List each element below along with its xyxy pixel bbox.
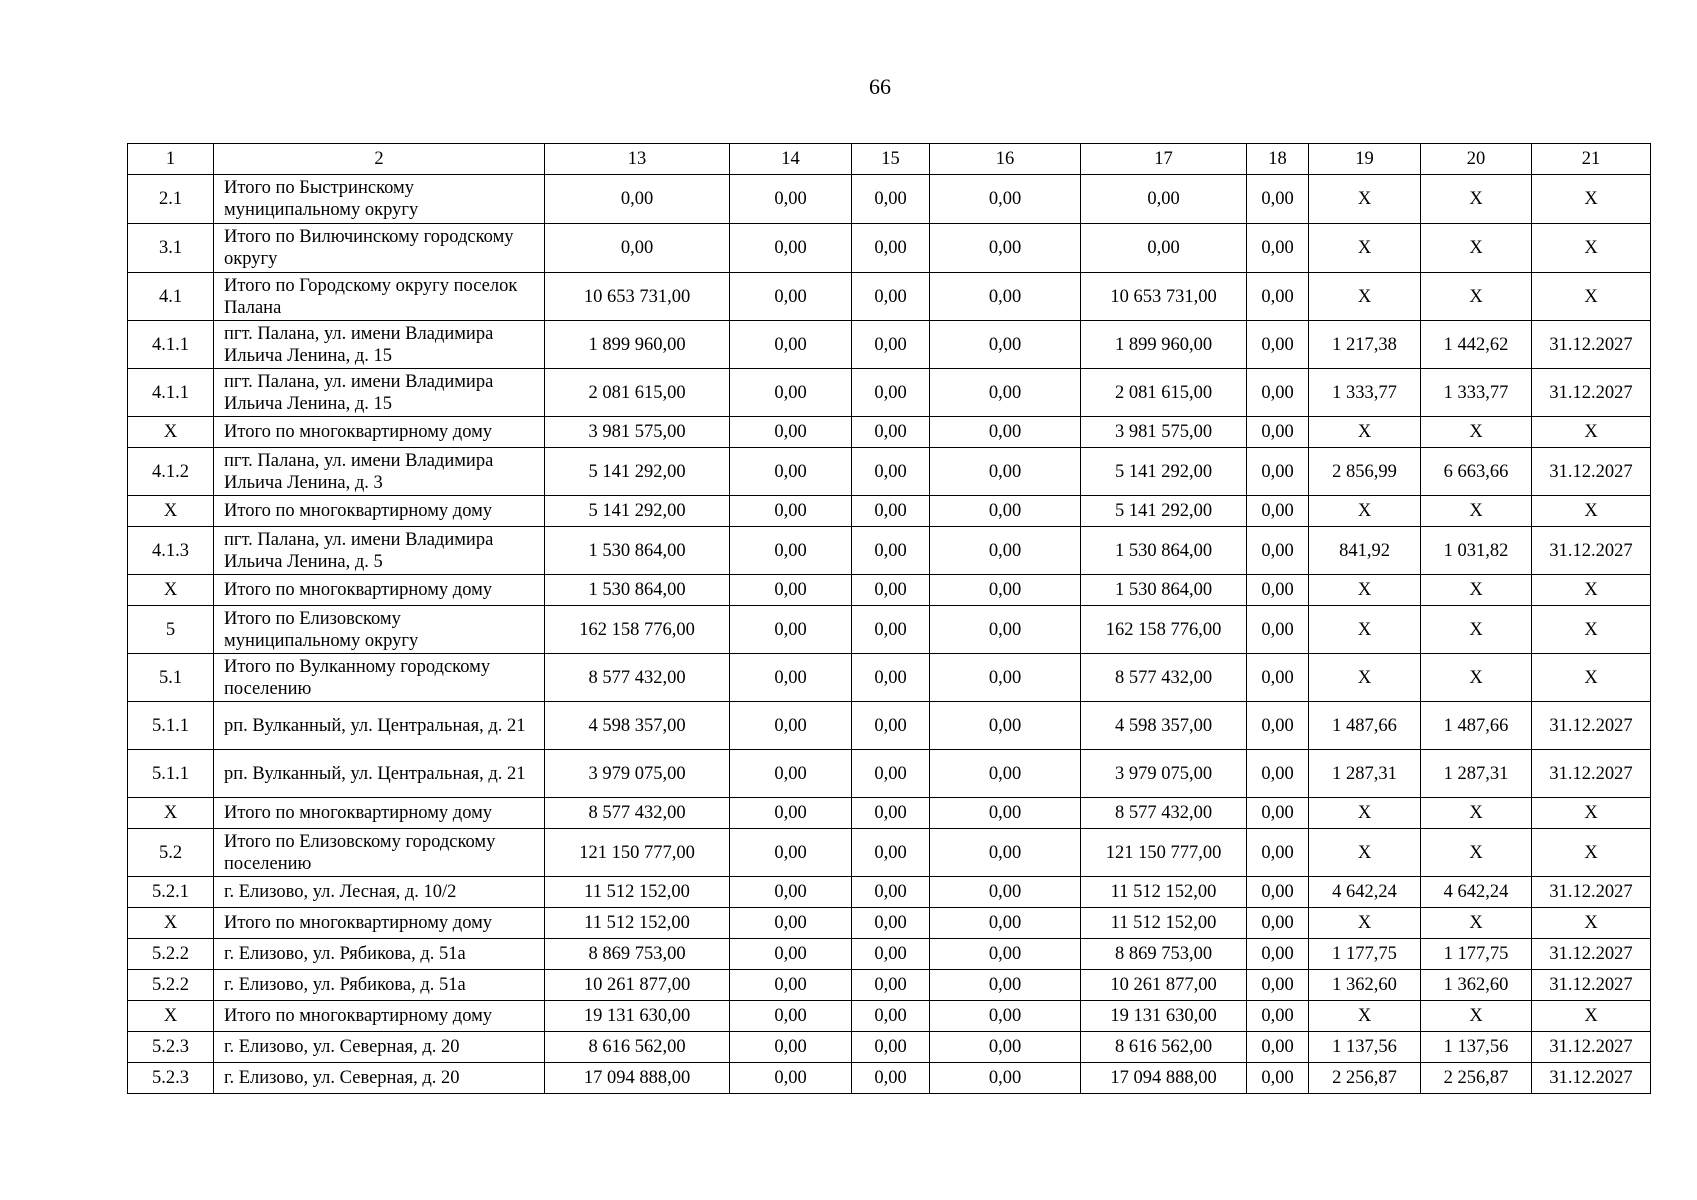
table-row [128, 877, 1651, 908]
value-cell: X [1421, 606, 1532, 654]
value-cell: 0,00 [930, 496, 1081, 527]
value-cell: X [1309, 798, 1421, 829]
value-cell: 0,00 [852, 702, 930, 750]
value-cell: 0,00 [852, 273, 930, 321]
row-number-cell: X [128, 1001, 214, 1032]
table-row [128, 496, 1651, 527]
address-cell: рп. Вулканный, ул. Центральная, д. 21 [214, 750, 545, 798]
value-cell: 0,00 [1081, 175, 1247, 224]
value-cell: X [1532, 417, 1651, 448]
value-cell: 0,00 [730, 908, 852, 939]
table-row [128, 970, 1651, 1001]
value-cell: X [1309, 654, 1421, 702]
value-cell: 0,00 [730, 1001, 852, 1032]
table-row [128, 798, 1651, 829]
value-cell: 0,00 [730, 448, 852, 496]
value-cell: 0,00 [1247, 448, 1309, 496]
value-cell: 4 642,24 [1421, 877, 1532, 908]
row-number-cell: 5.2.1 [128, 877, 214, 908]
value-cell: 0,00 [930, 829, 1081, 877]
address-cell: Итого по Елизовскому муниципальному округу [214, 606, 545, 654]
value-cell: 0,00 [930, 321, 1081, 369]
value-cell: 0,00 [852, 877, 930, 908]
value-cell: 19 131 630,00 [1081, 1001, 1247, 1032]
value-cell: X [1421, 1001, 1532, 1032]
value-cell: 6 663,66 [1421, 448, 1532, 496]
value-cell: 0,00 [1247, 939, 1309, 970]
value-cell: 1 530 864,00 [545, 527, 730, 575]
value-cell: 0,00 [852, 1032, 930, 1063]
table-row [128, 224, 1651, 273]
value-cell: 0,00 [730, 877, 852, 908]
value-cell: 0,00 [852, 321, 930, 369]
value-cell: X [1421, 654, 1532, 702]
table-row [128, 273, 1651, 321]
value-cell: 0,00 [730, 939, 852, 970]
table-row [128, 908, 1651, 939]
value-cell: 2 256,87 [1421, 1063, 1532, 1094]
value-cell: 2 081 615,00 [1081, 369, 1247, 417]
column-header: 15 [852, 144, 930, 175]
address-cell: пгт. Палана, ул. имени Владимира Ильича Ленина, д. 15 [214, 321, 545, 369]
value-cell: 0,00 [852, 908, 930, 939]
value-cell: X [1309, 496, 1421, 527]
value-cell: 162 158 776,00 [545, 606, 730, 654]
value-cell: 1 287,31 [1421, 750, 1532, 798]
value-cell: 0,00 [930, 877, 1081, 908]
address-cell: Итого по многоквартирному дому [214, 1001, 545, 1032]
address-cell: Итого по многоквартирному дому [214, 908, 545, 939]
value-cell: 8 577 432,00 [545, 798, 730, 829]
value-cell: 0,00 [730, 606, 852, 654]
value-cell: 0,00 [545, 175, 730, 224]
table-row [128, 417, 1651, 448]
value-cell: 0,00 [1081, 224, 1247, 273]
address-cell: пгт. Палана, ул. имени Владимира Ильича Ленина, д. 3 [214, 448, 545, 496]
row-number-cell: 3.1 [128, 224, 214, 273]
value-cell: 3 979 075,00 [545, 750, 730, 798]
value-cell: X [1532, 829, 1651, 877]
row-number-cell: 5.2.3 [128, 1063, 214, 1094]
table-row [128, 654, 1651, 702]
value-cell: X [1309, 1001, 1421, 1032]
value-cell: 0,00 [1247, 877, 1309, 908]
value-cell: 0,00 [545, 224, 730, 273]
value-cell: 0,00 [730, 527, 852, 575]
value-cell: 2 256,87 [1309, 1063, 1421, 1094]
row-number-cell: 4.1 [128, 273, 214, 321]
value-cell: 0,00 [930, 273, 1081, 321]
value-cell: 1 137,56 [1421, 1032, 1532, 1063]
value-cell: 0,00 [852, 417, 930, 448]
value-cell: 1 177,75 [1309, 939, 1421, 970]
value-cell: 31.12.2027 [1532, 369, 1651, 417]
value-cell: 0,00 [1247, 654, 1309, 702]
address-cell: Итого по многоквартирному дому [214, 417, 545, 448]
table-row [128, 448, 1651, 496]
value-cell: X [1421, 575, 1532, 606]
value-cell: 0,00 [852, 1063, 930, 1094]
value-cell: X [1421, 175, 1532, 224]
data-table [127, 143, 1651, 1094]
value-cell: 1 287,31 [1309, 750, 1421, 798]
row-number-cell: X [128, 417, 214, 448]
value-cell: X [1421, 273, 1532, 321]
value-cell: 1 530 864,00 [1081, 527, 1247, 575]
value-cell: 1 899 960,00 [545, 321, 730, 369]
value-cell: X [1532, 575, 1651, 606]
address-cell: г. Елизово, ул. Северная, д. 20 [214, 1063, 545, 1094]
value-cell: 31.12.2027 [1532, 877, 1651, 908]
column-header: 14 [730, 144, 852, 175]
value-cell: 0,00 [730, 1063, 852, 1094]
value-cell: 0,00 [852, 606, 930, 654]
value-cell: 1 487,66 [1421, 702, 1532, 750]
value-cell: 4 598 357,00 [1081, 702, 1247, 750]
table-row [128, 702, 1651, 750]
row-number-cell: 5.2 [128, 829, 214, 877]
value-cell: 31.12.2027 [1532, 702, 1651, 750]
value-cell: 5 141 292,00 [1081, 448, 1247, 496]
value-cell: 0,00 [930, 175, 1081, 224]
value-cell: 1 177,75 [1421, 939, 1532, 970]
value-cell: 31.12.2027 [1532, 750, 1651, 798]
value-cell: 10 261 877,00 [545, 970, 730, 1001]
table-row [128, 606, 1651, 654]
value-cell: 4 642,24 [1309, 877, 1421, 908]
value-cell: X [1309, 175, 1421, 224]
value-cell: 8 869 753,00 [545, 939, 730, 970]
address-cell: рп. Вулканный, ул. Центральная, д. 21 [214, 702, 545, 750]
value-cell: 0,00 [930, 970, 1081, 1001]
row-number-cell: 5.1.1 [128, 750, 214, 798]
value-cell: 0,00 [1247, 908, 1309, 939]
value-cell: 0,00 [852, 970, 930, 1001]
value-cell: X [1309, 417, 1421, 448]
value-cell: 0,00 [852, 224, 930, 273]
value-cell: 0,00 [1247, 369, 1309, 417]
table-row [128, 369, 1651, 417]
value-cell: X [1532, 606, 1651, 654]
row-number-cell: 4.1.1 [128, 369, 214, 417]
table-row [128, 829, 1651, 877]
address-cell: г. Елизово, ул. Рябикова, д. 51а [214, 970, 545, 1001]
table-row [128, 575, 1651, 606]
table-row [128, 1063, 1651, 1094]
value-cell: 0,00 [1247, 1032, 1309, 1063]
value-cell: 0,00 [930, 750, 1081, 798]
value-cell: 11 512 152,00 [545, 877, 730, 908]
value-cell: 0,00 [852, 496, 930, 527]
value-cell: X [1532, 273, 1651, 321]
value-cell: 8 616 562,00 [545, 1032, 730, 1063]
address-cell: Итого по многоквартирному дому [214, 798, 545, 829]
value-cell: 5 141 292,00 [1081, 496, 1247, 527]
column-header: 13 [545, 144, 730, 175]
value-cell: 0,00 [1247, 798, 1309, 829]
value-cell: 0,00 [730, 798, 852, 829]
value-cell: 1 442,62 [1421, 321, 1532, 369]
value-cell: 3 981 575,00 [545, 417, 730, 448]
value-cell: 121 150 777,00 [1081, 829, 1247, 877]
value-cell: 1 530 864,00 [545, 575, 730, 606]
value-cell: 1 137,56 [1309, 1032, 1421, 1063]
table-header-row [128, 144, 1651, 175]
value-cell: 0,00 [1247, 575, 1309, 606]
value-cell: 0,00 [930, 939, 1081, 970]
value-cell: 31.12.2027 [1532, 970, 1651, 1001]
value-cell: 1 217,38 [1309, 321, 1421, 369]
value-cell: 0,00 [730, 224, 852, 273]
value-cell: 11 512 152,00 [545, 908, 730, 939]
row-number-cell: 4.1.3 [128, 527, 214, 575]
value-cell: 0,00 [730, 175, 852, 224]
value-cell: X [1532, 1001, 1651, 1032]
page-number: 66 [869, 74, 891, 99]
value-cell: 0,00 [730, 1032, 852, 1063]
value-cell: 841,92 [1309, 527, 1421, 575]
value-cell: X [1309, 908, 1421, 939]
column-header: 18 [1247, 144, 1309, 175]
value-cell: 0,00 [930, 654, 1081, 702]
value-cell: 31.12.2027 [1532, 939, 1651, 970]
value-cell: 0,00 [930, 369, 1081, 417]
value-cell: 0,00 [1247, 224, 1309, 273]
value-cell: 0,00 [1247, 496, 1309, 527]
value-cell: X [1421, 908, 1532, 939]
column-header: 19 [1309, 144, 1421, 175]
value-cell: X [1421, 496, 1532, 527]
value-cell: 0,00 [1247, 829, 1309, 877]
address-cell: Итого по Елизовскому городскому поселению [214, 829, 545, 877]
value-cell: 0,00 [1247, 606, 1309, 654]
value-cell: 162 158 776,00 [1081, 606, 1247, 654]
value-cell: 0,00 [852, 175, 930, 224]
value-cell: X [1421, 829, 1532, 877]
column-header: 1 [128, 144, 214, 175]
row-number-cell: 5.1.1 [128, 702, 214, 750]
value-cell: 5 141 292,00 [545, 448, 730, 496]
value-cell: 0,00 [1247, 1063, 1309, 1094]
value-cell: 0,00 [930, 1063, 1081, 1094]
value-cell: 0,00 [930, 1032, 1081, 1063]
value-cell: 3 979 075,00 [1081, 750, 1247, 798]
value-cell: 0,00 [730, 321, 852, 369]
value-cell: 1 333,77 [1421, 369, 1532, 417]
value-cell: 0,00 [930, 575, 1081, 606]
value-cell: X [1532, 654, 1651, 702]
value-cell: X [1309, 273, 1421, 321]
value-cell: 8 869 753,00 [1081, 939, 1247, 970]
value-cell: 17 094 888,00 [1081, 1063, 1247, 1094]
value-cell: 1 899 960,00 [1081, 321, 1247, 369]
value-cell: 0,00 [852, 939, 930, 970]
row-number-cell: 4.1.1 [128, 321, 214, 369]
address-cell: Итого по Городскому округу поселок Палана [214, 273, 545, 321]
value-cell: 0,00 [730, 750, 852, 798]
value-cell: 17 094 888,00 [545, 1063, 730, 1094]
column-header: 20 [1421, 144, 1532, 175]
value-cell: 121 150 777,00 [545, 829, 730, 877]
value-cell: X [1421, 224, 1532, 273]
value-cell: X [1309, 224, 1421, 273]
value-cell: 0,00 [852, 369, 930, 417]
value-cell: 1 031,82 [1421, 527, 1532, 575]
value-cell: 0,00 [852, 1001, 930, 1032]
value-cell: 19 131 630,00 [545, 1001, 730, 1032]
value-cell: 8 577 432,00 [1081, 798, 1247, 829]
value-cell: 1 362,60 [1309, 970, 1421, 1001]
address-cell: пгт. Палана, ул. имени Владимира Ильича Ленина, д. 15 [214, 369, 545, 417]
value-cell: 0,00 [1247, 175, 1309, 224]
row-number-cell: 5.2.2 [128, 939, 214, 970]
value-cell: X [1532, 175, 1651, 224]
value-cell: 0,00 [730, 496, 852, 527]
column-header: 16 [930, 144, 1081, 175]
value-cell: 0,00 [930, 1001, 1081, 1032]
value-cell: X [1309, 575, 1421, 606]
row-number-cell: X [128, 798, 214, 829]
table-row [128, 750, 1651, 798]
row-number-cell: 2.1 [128, 175, 214, 224]
value-cell: X [1532, 496, 1651, 527]
value-cell: 0,00 [1247, 527, 1309, 575]
row-number-cell: X [128, 496, 214, 527]
value-cell: 0,00 [930, 606, 1081, 654]
row-number-cell: 5.2.3 [128, 1032, 214, 1063]
value-cell: 1 530 864,00 [1081, 575, 1247, 606]
value-cell: X [1309, 829, 1421, 877]
value-cell: 0,00 [852, 798, 930, 829]
address-cell: Итого по многоквартирному дому [214, 575, 545, 606]
value-cell: 2 081 615,00 [545, 369, 730, 417]
value-cell: 0,00 [930, 908, 1081, 939]
value-cell: 1 333,77 [1309, 369, 1421, 417]
value-cell: 11 512 152,00 [1081, 908, 1247, 939]
value-cell: 0,00 [852, 448, 930, 496]
value-cell: 31.12.2027 [1532, 321, 1651, 369]
row-number-cell: X [128, 908, 214, 939]
value-cell: 0,00 [852, 750, 930, 798]
value-cell: 31.12.2027 [1532, 1063, 1651, 1094]
value-cell: X [1309, 606, 1421, 654]
row-number-cell: 4.1.2 [128, 448, 214, 496]
address-cell: Итого по Вулканному городскому поселению [214, 654, 545, 702]
address-cell: Итого по многоквартирному дому [214, 496, 545, 527]
value-cell: 0,00 [930, 527, 1081, 575]
value-cell: 4 598 357,00 [545, 702, 730, 750]
value-cell: X [1421, 417, 1532, 448]
value-cell: 10 261 877,00 [1081, 970, 1247, 1001]
value-cell: 1 362,60 [1421, 970, 1532, 1001]
value-cell: 0,00 [852, 654, 930, 702]
table-row [128, 1032, 1651, 1063]
address-cell: г. Елизово, ул. Лесная, д. 10/2 [214, 877, 545, 908]
row-number-cell: X [128, 575, 214, 606]
value-cell: X [1421, 798, 1532, 829]
value-cell: 0,00 [852, 829, 930, 877]
address-cell: г. Елизово, ул. Рябикова, д. 51а [214, 939, 545, 970]
address-cell: Итого по Вилючинскому городскому округу [214, 224, 545, 273]
value-cell: X [1532, 798, 1651, 829]
value-cell: 3 981 575,00 [1081, 417, 1247, 448]
value-cell: 0,00 [1247, 1001, 1309, 1032]
value-cell: 0,00 [1247, 417, 1309, 448]
value-cell: 0,00 [1247, 970, 1309, 1001]
value-cell: 0,00 [930, 417, 1081, 448]
address-cell: г. Елизово, ул. Северная, д. 20 [214, 1032, 545, 1063]
value-cell: 31.12.2027 [1532, 448, 1651, 496]
value-cell: 0,00 [730, 369, 852, 417]
address-cell: пгт. Палана, ул. имени Владимира Ильича Ленина, д. 5 [214, 527, 545, 575]
value-cell: 0,00 [1247, 321, 1309, 369]
value-cell: 0,00 [730, 273, 852, 321]
value-cell: 0,00 [1247, 750, 1309, 798]
value-cell: 31.12.2027 [1532, 527, 1651, 575]
value-cell: 5 141 292,00 [545, 496, 730, 527]
column-header: 17 [1081, 144, 1247, 175]
value-cell: 10 653 731,00 [545, 273, 730, 321]
value-cell: 0,00 [730, 702, 852, 750]
table-row [128, 175, 1651, 224]
value-cell: 0,00 [730, 829, 852, 877]
value-cell: 0,00 [930, 798, 1081, 829]
table-row [128, 1001, 1651, 1032]
value-cell: X [1532, 908, 1651, 939]
value-cell: 0,00 [1247, 273, 1309, 321]
column-header: 21 [1532, 144, 1651, 175]
value-cell: X [1532, 224, 1651, 273]
value-cell: 2 856,99 [1309, 448, 1421, 496]
value-cell: 0,00 [930, 702, 1081, 750]
table-row [128, 321, 1651, 369]
value-cell: 0,00 [730, 417, 852, 448]
value-cell: 1 487,66 [1309, 702, 1421, 750]
value-cell: 8 577 432,00 [1081, 654, 1247, 702]
value-cell: 8 616 562,00 [1081, 1032, 1247, 1063]
column-header: 2 [214, 144, 545, 175]
value-cell: 11 512 152,00 [1081, 877, 1247, 908]
table-row [128, 527, 1651, 575]
value-cell: 0,00 [730, 575, 852, 606]
address-cell: Итого по Быстринскому муниципальному округу [214, 175, 545, 224]
table-row [128, 939, 1651, 970]
row-number-cell: 5.1 [128, 654, 214, 702]
value-cell: 8 577 432,00 [545, 654, 730, 702]
row-number-cell: 5.2.2 [128, 970, 214, 1001]
value-cell: 0,00 [852, 575, 930, 606]
value-cell: 0,00 [930, 448, 1081, 496]
value-cell: 0,00 [730, 654, 852, 702]
value-cell: 10 653 731,00 [1081, 273, 1247, 321]
value-cell: 0,00 [730, 970, 852, 1001]
table-body [128, 144, 1651, 1094]
value-cell: 0,00 [852, 527, 930, 575]
value-cell: 31.12.2027 [1532, 1032, 1651, 1063]
value-cell: 0,00 [1247, 702, 1309, 750]
value-cell: 0,00 [930, 224, 1081, 273]
row-number-cell: 5 [128, 606, 214, 654]
